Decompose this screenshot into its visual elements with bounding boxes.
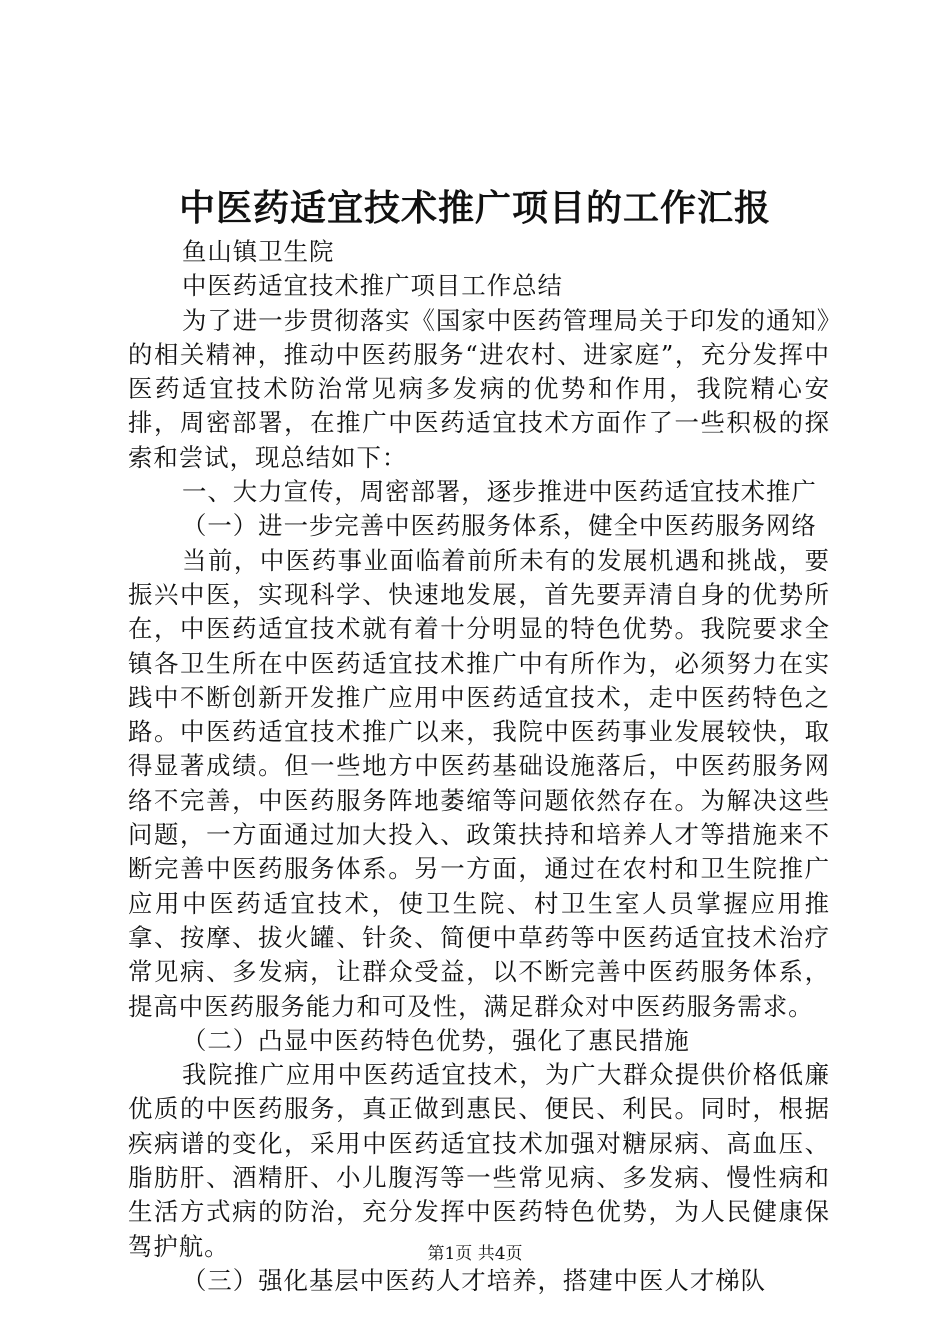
document-title: 中医药适宜技术推广项目的工作汇报 (178, 187, 771, 229)
heading-subsection-3: （三）强化基层中医药人才培养，搭建中医人才梯队 (182, 1265, 766, 1295)
paragraph-organization: 鱼山镇卫生院 (182, 237, 335, 266)
page-footer: 第1页 共4页 (427, 1244, 523, 1264)
paragraph-subsection-1-body: 当前，中医药事业面临着前所未有的发展机遇和挑战，要振兴中医，实现科学、快速地发展，首先要弄清自身的优势所在，中医药适宜技术就有着十分明显的特色优势。我院要求全镇各卫生所在中医药适宜技术推广中有所作为，必须努力在实践中不断创新开发推广应用中医药适宜技术，走中医药特色之路。中医药适宜技术推广以来，我院中医药事业发展较快，取得显著成绩。但一些地方中医药基础设施落后，中医药服务网络不完善，中医药服务阵地萎缩等问题依然存在。为解决这些问题，一方面通过加大投入、政策扶持和培养人才等措施来不断完善中医药服务体系。另一方面，通过在农村和卫生院推广应用中医药适宜技术，使卫生院、村卫生室人员掌握应用推拿、按摩、拔火罐、针灸、简便中草药等中医药适宜技术治疗常见病、多发病，让群众受益，以不断完善中医药服务体系，提高中医药服务能力和可及性，满足群众对中医药服务需求。 (128, 545, 830, 1021)
paragraph-subsection-2-body: 我院推广应用中医药适宜技术，为广大群众提供价格低廉优质的中医药服务，真正做到惠民、便民、利民。同时，根据疾病谱的变化，采用中医药适宜技术加强对糖尿病、高血压、脂肪肝、酒精肝、小儿腹泻等一些常见病、多发病、慢性病和生活方式病的防治，充分发挥中医药特色优势，为人民健康保驾护航。 (128, 1060, 830, 1261)
paragraph-intro: 为了进一步贯彻落实《国家中医药管理局关于印发的通知》的相关精神，推动中医药服务“进农村、进家庭”，充分发挥中医药适宜技术防治常见病多发病的优势和作用，我院精心安排，周密部署，在推广中医药适宜技术方面作了一些积极的探索和尝试，现总结如下： (128, 305, 830, 472)
document-body (128, 235, 830, 1298)
heading-section-1: 一、大力宣传，周密部署，逐步推进中医药适宜技术推广 (182, 477, 817, 507)
heading-subsection-1: （一）进一步完善中医药服务体系，健全中医药服务网络 (182, 511, 817, 541)
paragraph-subtitle: 中医药适宜技术推广项目工作总结 (182, 271, 563, 301)
heading-subsection-2: （二）凸显中医药特色优势，强化了惠民措施 (182, 1025, 690, 1055)
